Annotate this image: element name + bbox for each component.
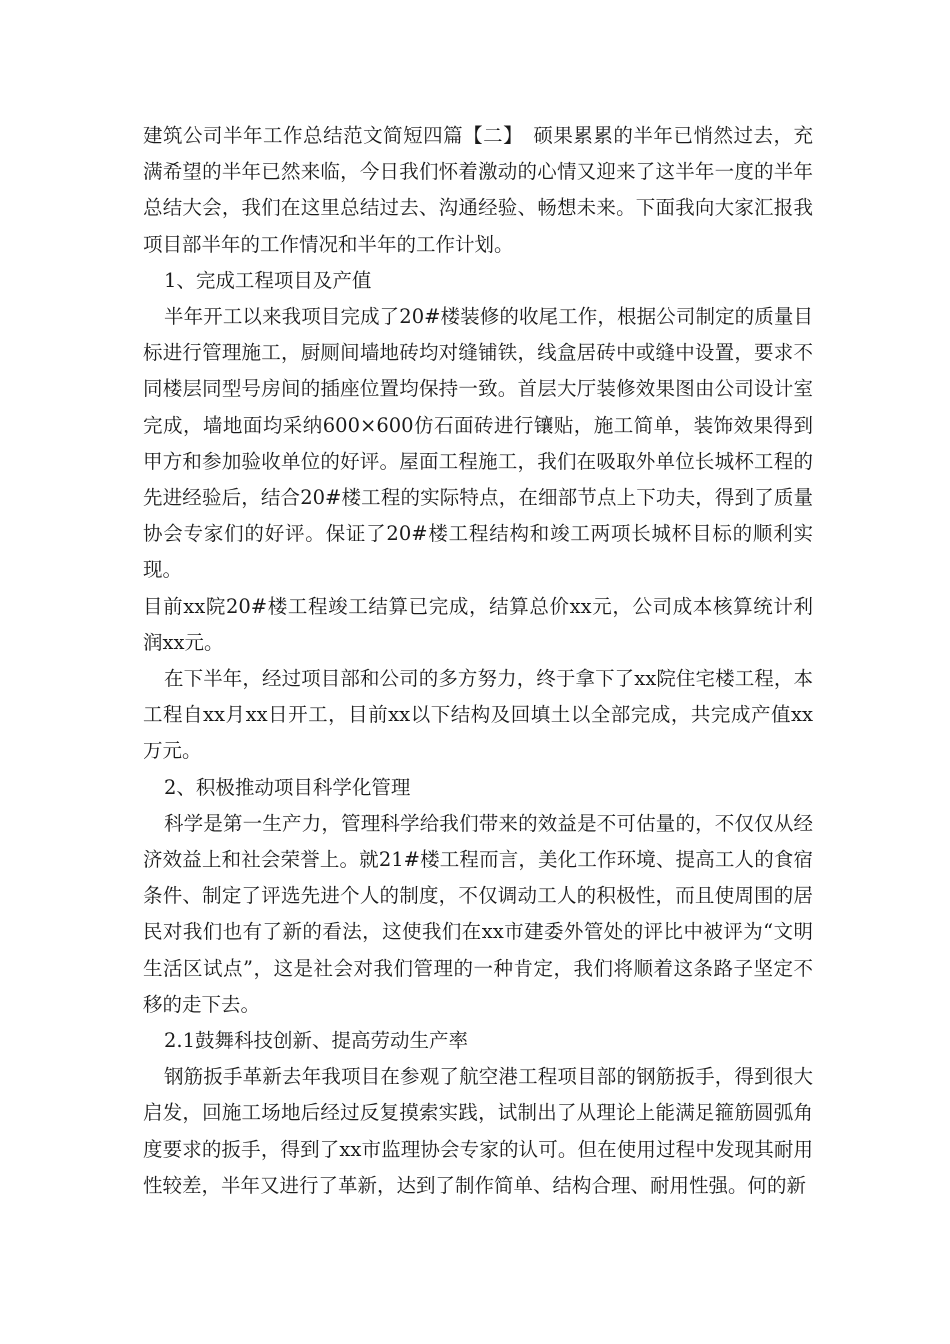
body-paragraph: 钢筋扳手革新去年我项目在参观了航空港工程项目部的钢筋扳手，得到很大启发，回施工场地后经过反复摸索实践，试制出了从理论上能满足箍筋圆弧角度要求的扳手，得到了xx市监理协会专家的认可。但在使用过程中发现其耐用性较差，半年又进行了革新，达到了制作简单、结构合理、耐用性强。何的新 [143, 1065, 813, 1197]
subsection-heading-2-1: 2.1鼓舞科技创新、提高劳动生产率 [164, 1029, 469, 1053]
section-heading-1: 1、完成工程项目及产值 [164, 268, 372, 292]
body-paragraph: 科学是第一生产力，管理科学给我们带来的效益是不可估量的，不仅仅从经济效益上和社会荣誉上。就21#楼工程而言，美化工作环境、提高工人的食宿条件、制定了评选先进个人的制度，不仅调动工人的积极性，而且使周围的居民对我们也有了新的看法，这使我们在xx市建委外管处的评比中被评为“文明生活区试点”，这是社会对我们管理的一种肯定，我们将顺着这条路子坚定不移的走下去。 [143, 811, 813, 1016]
body-paragraph: 目前xx院20#楼工程竣工结算已完成，结算总价xx元，公司成本核算统计利润xx元。 [143, 594, 813, 654]
section-heading-2: 2、积极推动项目科学化管理 [164, 775, 411, 799]
body-paragraph: 在下半年，经过项目部和公司的多方努力，终于拿下了xx院住宅楼工程，本工程自xx月xx日开工，目前xx以下结构及回填土以全部完成，共完成产值xx万元。 [143, 667, 813, 763]
document-page [143, 118, 813, 1204]
intro-paragraph: 建筑公司半年工作总结范文简短四篇【二】 硕果累累的半年已悄然过去，充满希望的半年已然来临，今日我们怀着激动的心情又迎来了这半年一度的半年总结大会，我们在这里总结过去、沟通经验、畅想未来。下面我向大家汇报我项目部半年的工作情况和半年的工作计划。 [143, 124, 813, 256]
body-paragraph: 半年开工以来我项目完成了20#楼装修的收尾工作，根据公司制定的质量目标进行管理施工，厨厕间墙地砖均对缝铺铁，线盒居砖中或缝中设置，要求不同楼层同型号房间的插座位置均保持一致。首层大厅装修效果图由公司设计室完成，墙地面均采纳600×600仿石面砖进行镶贴，施工简单，装饰效果得到甲方和参加验收单位的好评。屋面工程施工，我们在吸取外单位长城杯工程的先进经验后，结合20#楼工程的实际特点，在细部节点上下功夫，得到了质量协会专家们的好评。保证了20#楼工程结构和竣工两项长城杯目标的顺利实现。 [143, 305, 813, 582]
